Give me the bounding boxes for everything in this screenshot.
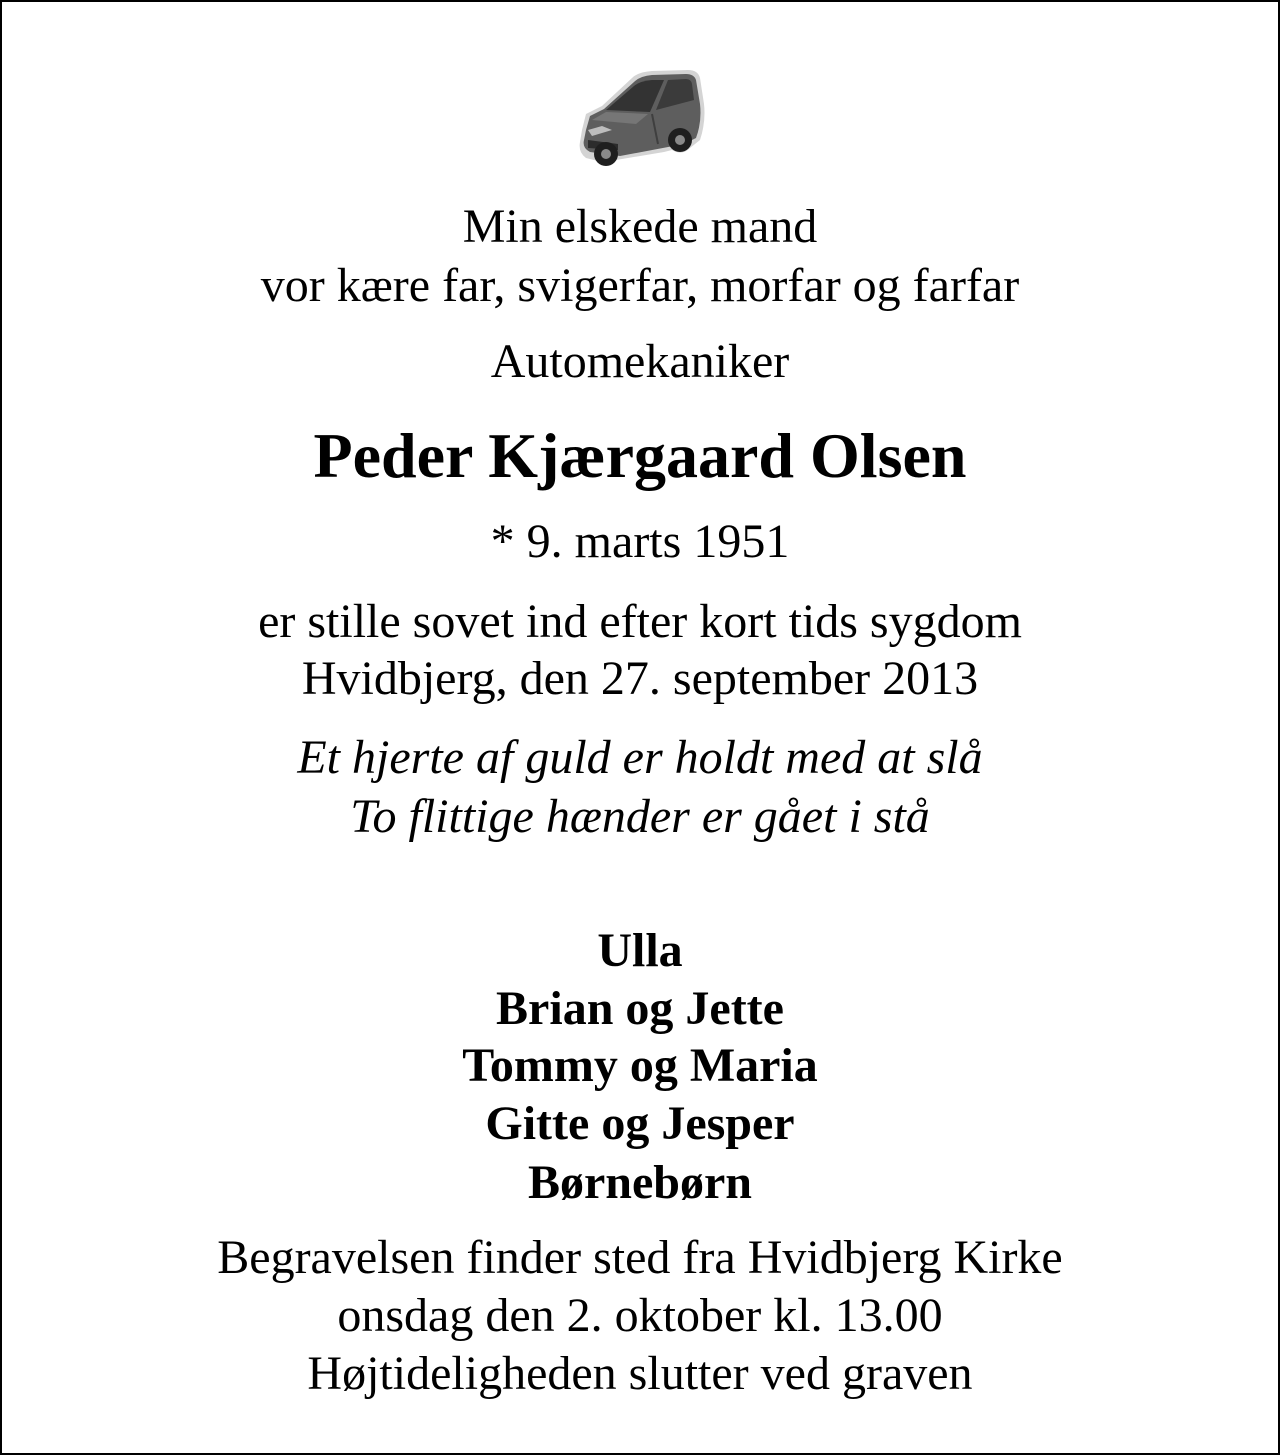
- mourner-name: Brian og Jette: [496, 982, 784, 1035]
- intro-line-1: Min elskede mand: [462, 200, 818, 253]
- verse-line-1: Et hjerte af guld er holdt med at slå: [297, 731, 983, 784]
- death-line-1: er stille sovet ind efter kort tids sygdom: [258, 595, 1022, 648]
- intro-line-2: vor kære far, svigerfar, morfar og farfar: [260, 259, 1020, 312]
- funeral-line-1: Begravelsen finder sted fra Hvidbjerg Kirke: [217, 1231, 1063, 1284]
- deceased-name: Peder Kjærgaard Olsen: [313, 420, 967, 491]
- occupation: Automekaniker: [490, 335, 790, 388]
- funeral-line-2: onsdag den 2. oktober kl. 13.00: [337, 1289, 943, 1342]
- car-icon: [572, 64, 708, 168]
- birth-date: * 9. marts 1951: [490, 515, 790, 568]
- death-line-2: Hvidbjerg, den 27. september 2013: [301, 652, 979, 705]
- mourner-name: Børnebørn: [527, 1156, 752, 1209]
- verse-line-2: To flittige hænder er gået i stå: [350, 790, 930, 843]
- funeral-line-3: Højtideligheden slutter ved graven: [307, 1347, 973, 1400]
- mourner-name: Ulla: [597, 924, 683, 977]
- mourner-name: Tommy og Maria: [462, 1039, 818, 1092]
- mourner-name: Gitte og Jesper: [485, 1097, 795, 1150]
